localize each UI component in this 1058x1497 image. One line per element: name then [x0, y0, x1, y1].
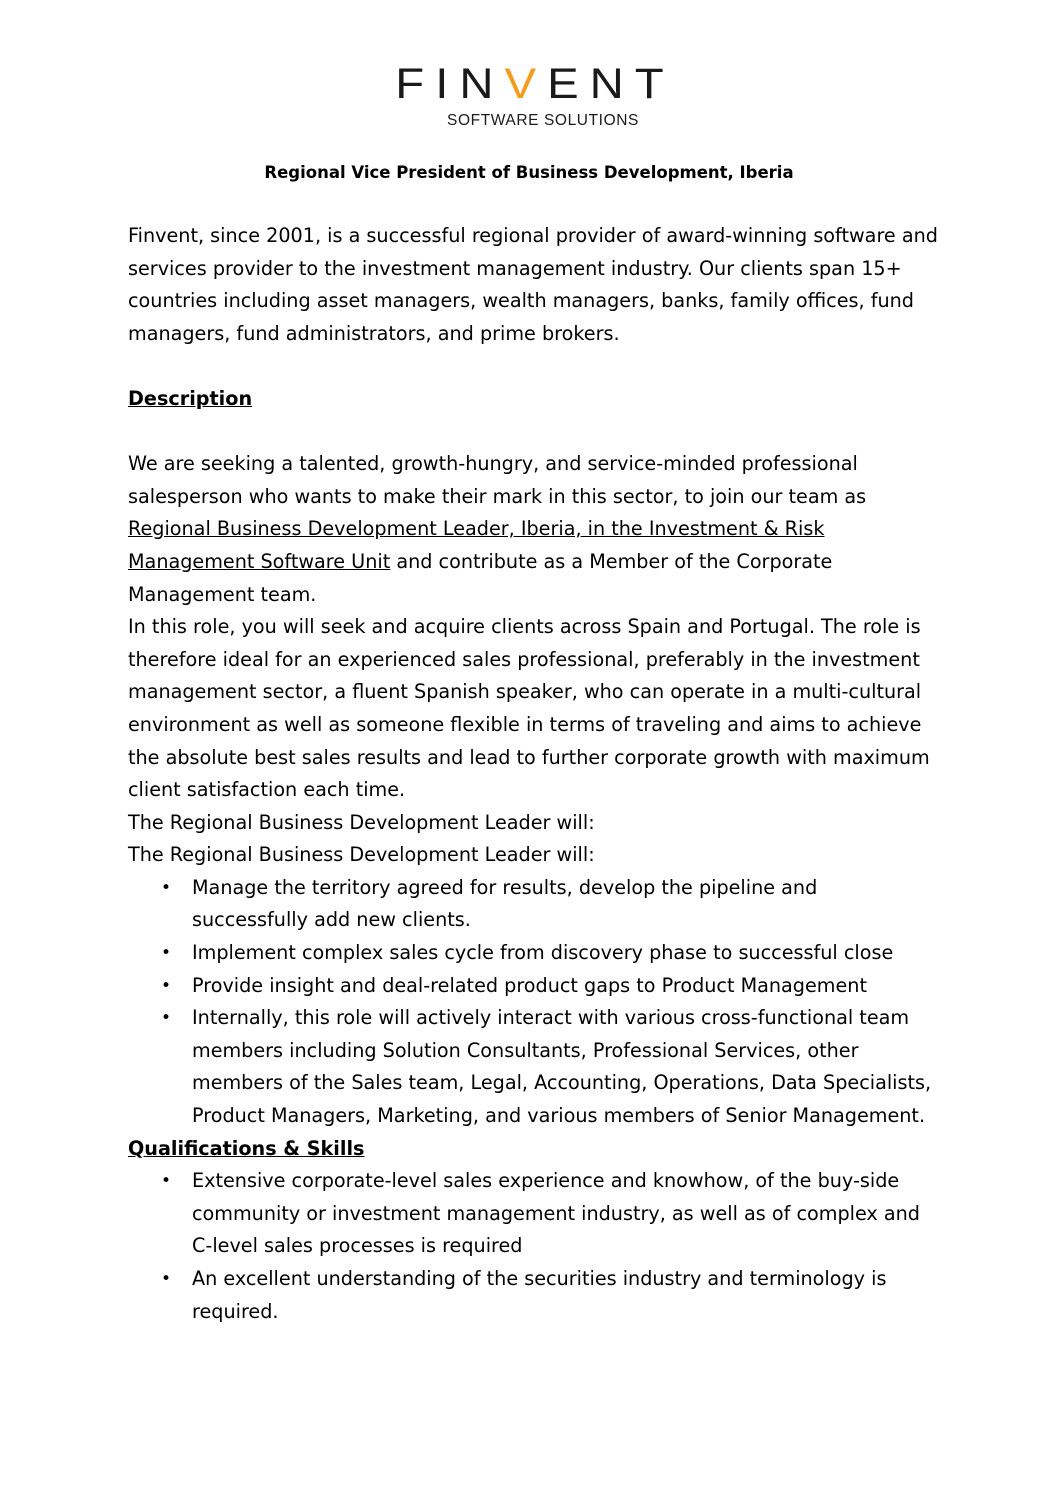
- leader-intro-line: The Regional Business Development Leader will:: [128, 810, 595, 834]
- logo-wordmark: [395, 60, 674, 108]
- seeking-text-start: We are seeking a talented, growth-hungry, and service-minded professional salesperson who wants to make their mark in this sector, to join our team as: [128, 452, 867, 508]
- list-item-text: An excellent understanding of the securities industry and terminology is required.: [192, 1267, 887, 1323]
- logo-text-start: FIN: [395, 60, 505, 108]
- list-item-text: Manage the territory agreed for results, develop the pipeline and successfully add new clients.: [192, 875, 818, 932]
- list-item: [128, 1263, 938, 1328]
- role-title-underlined: Regional Business Development Leader, Iberia, in the Investment & Risk Management Software Unit: [128, 517, 825, 573]
- qualifications-heading: Qualifications & Skills: [128, 1136, 365, 1160]
- list-item: [128, 970, 938, 1003]
- qualifications-list: [128, 1165, 938, 1328]
- description-heading: Description: [128, 386, 253, 410]
- bullet-icon: •: [161, 1171, 172, 1192]
- bullet-icon: •: [161, 975, 172, 996]
- list-item: [128, 1165, 938, 1263]
- bullet-icon: •: [161, 877, 172, 898]
- logo-text-end: ENT: [547, 60, 675, 108]
- list-item-text: Extensive corporate-level sales experience and knowhow, of the buy-side community or investment management industry, as well as of complex and C-level sales processes is required: [192, 1169, 920, 1258]
- bullet-icon: •: [161, 943, 172, 964]
- list-item-text: Provide insight and deal-related product gaps to Product Management: [192, 973, 867, 997]
- list-item-text: Internally, this role will actively interact with various cross-functional team members including Solution Consultants, Professional Services, other members of the Sales team, Legal, Accounting, Operations, Data Specialists, Product Managers, Marketing, and various members of Senior Management.: [192, 1006, 932, 1128]
- leader-intro-line: The Regional Business Development Leader will:: [128, 843, 595, 867]
- document-body: [128, 220, 938, 1328]
- seeking-text-end: and contribute as a Member of the Corporate Management team.: [128, 549, 833, 606]
- list-item-text: Implement complex sales cycle from discovery phase to successful close: [192, 941, 894, 965]
- logo-text-accent: V: [504, 60, 548, 108]
- seeking-paragraph: [128, 448, 938, 611]
- role-paragraph: In this role, you will seek and acquire clients across Spain and Portugal. The role is therefore ideal for an experienced sales professional, preferably in the investment management sector, a fluent Spanish speaker, who can operate in a multi-cultural environment as well as someone flexible in terms of traveling and aims to achieve the absolute best sales results and lead to further corporate growth with maximum client satisfaction each time.: [128, 615, 930, 802]
- responsibilities-list: [128, 872, 938, 1133]
- intro-paragraph: Finvent, since 2001, is a successful regional provider of award-winning software and services provider to the investment management industry. Our clients span 15+ countries including asset managers, wealth managers, banks, family offices, fund managers, fund administrators, and prime brokers.: [128, 224, 938, 345]
- logo-subtitle: SOFTWARE SOLUTIONS: [447, 112, 639, 129]
- list-item: [128, 1002, 938, 1132]
- document-title: Regional Vice President of Business Development, Iberia: [264, 163, 794, 182]
- bullet-icon: •: [161, 1008, 172, 1029]
- company-logo: [0, 60, 1058, 130]
- list-item: [128, 872, 938, 937]
- bullet-icon: •: [161, 1269, 172, 1289]
- list-item: [128, 937, 938, 970]
